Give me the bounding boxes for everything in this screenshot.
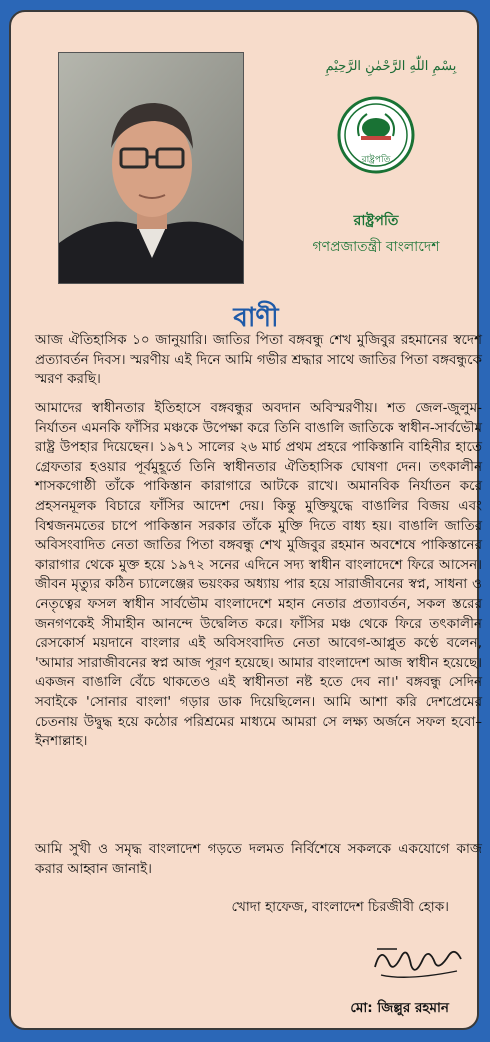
- signatory-name: মো: জিল্লুর রহমান: [350, 1000, 449, 1016]
- message-paragraph-3: আমি সুখী ও সমৃদ্ধ বাংলাদেশ গড়তে দলমত নির্বিশেষে সকলকে একযোগে কাজ করার আহ্বান জানাই।: [35, 841, 482, 877]
- message-card: [9, 10, 482, 1030]
- bismillah-calligraphy: بِسْمِ اللّٰهِ الرَّحْمٰنِ الرَّحِيْمِ: [325, 59, 457, 74]
- office-subtitle: গণপ্রজাতন্ত্রী বাংলাদেশ: [312, 239, 440, 255]
- message-heading: বাণী: [233, 303, 279, 333]
- message-paragraph-2: আমাদের স্বাধীনতার ইতিহাসে বঙ্গবন্ধুর অবদান অবিস্মরণীয়। শত জেল-জুলুম-নির্যাতন এমনকি ফাঁসির মঞ্চকে উপেক্ষা করে তিনি বাঙালি জাতিকে স্বাধীন-সার্বভৌম রাষ্ট্র উপহার দিয়েছেন। ১৯৭১ সালের ২৬ মার্চ প্রথম প্রহরে পাকিস্তানি বাহিনীর হাতে গ্রেফতার হওয়ার পূর্বমুহূর্তে তিনি স্বাধীনতার ঐতিহাসিক ঘোষণা দেন। তৎকালীন শাসকগোষ্ঠী তাঁকে পাকিস্তান কারাগারে আটকে রাখে। অমানবিক নির্যাতন করে প্রহসনমূলক বিচারে ফাঁসির আদেশ দেয়। কিন্তু মুক্তিযুদ্ধে বাঙালির বিজয় এবং বিশ্বজনমতের চাপে পাকিস্তান সরকার তাঁকে মুক্তি দিতে বাধ্য হয়। বাঙালি জাতির অবিসংবাদিত নেতা জাতির পিতা বঙ্গবন্ধু শেখ মুজিবুর রহমান অবশেষে পাকিস্তানের কারাগার থেকে মুক্ত হয়ে ১৯৭২ সনের এদিনে সদ্য স্বাধীন বাংলাদেশে ফিরে আসেন। জীবন মৃত্যুর কঠিন চ্যালেঞ্জের ভয়ংকর অধ্যায় পার হয়ে সারাজীবনের স্বপ্ন, সাধনা ও নেতৃত্বের ফসল স্বাধীন সার্বভৌম বাংলাদেশে মহান নেতার প্রত্যাবর্তন, সকল স্তরের জনগণকেই সীমাহীন আনন্দে উদ্বেলিত করে। ফাঁসির মঞ্চ থেকে ফিরে তৎকালীন রেসকোর্স ময়দানে বাংলার এই অবিসংবাদিত নেতা আবেগ-আপ্লুত কণ্ঠে বলেন, 'আমার সারাজীবনের স্বপ্ন আজ পূরণ হয়েছে। আমার বাংলাদেশ আজ স্বাধীন হয়েছে। একজন বাঙালি বেঁচে থাকতেও এই স্বাধীনতা নষ্ট হতে দেব না।' বঙ্গবন্ধু সেদিন সবাইকে 'সোনার বাংলা' গড়ার ডাক দিয়েছিলেন। আমি আশা করি দেশপ্রেমের চেতনায় উদ্বুদ্ধ হয়ে কঠোর পরিশ্রমের মাধ্যমে আমরা সে লক্ষ্য অর্জনে সফল হবো– ইনশাল্লাহ।: [35, 400, 482, 750]
- office-title: রাষ্ট্রপতি: [353, 213, 399, 229]
- svg-text:রাষ্ট্রপতি: রাষ্ট্রপতি: [361, 155, 391, 165]
- presidential-emblem: [337, 96, 415, 174]
- closing-line: খোদা হাফেজ, বাংলাদেশ চিরজীবী হোক।: [231, 899, 449, 915]
- message-paragraph-1: আজ ঐতিহাসিক ১০ জানুয়ারি। জাতির পিতা বঙ্গবন্ধু শেখ মুজিবুর রহমানের স্বদেশ প্রত্যাবর্তন দিবস। স্মরণীয় এই দিনে আমি গভীর শ্রদ্ধার সাথে জাতির পিতা বঙ্গবন্ধুকে স্মরণ করছি।: [35, 332, 482, 388]
- president-portrait: [58, 52, 244, 284]
- handwritten-signature: [367, 937, 467, 987]
